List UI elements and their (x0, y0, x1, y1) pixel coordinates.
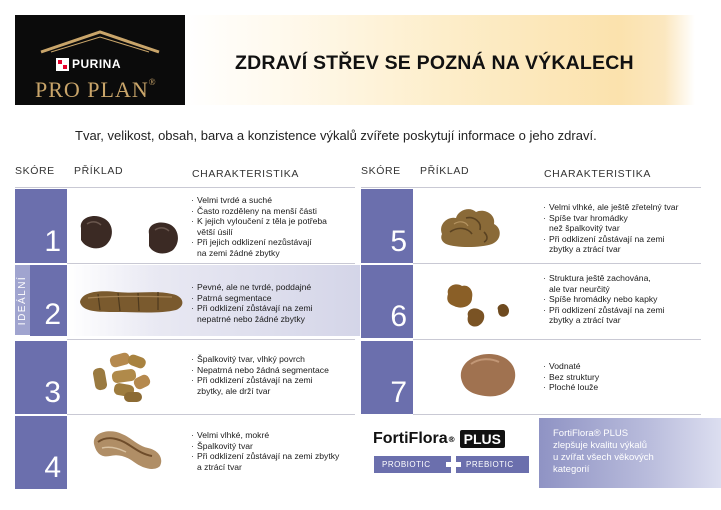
pro-plan-registered: ® (148, 77, 157, 87)
description-line: zbytky a ztrácí tvar (549, 315, 621, 326)
description-line: · Špalkovitý tvar (191, 441, 339, 452)
score-block-4 (15, 416, 67, 489)
title-banner (185, 15, 695, 105)
fortiflora-registered: ® (447, 434, 456, 444)
description-line: · Patrná segmentace (191, 293, 313, 304)
row-divider (413, 414, 701, 415)
description-score-6 (543, 273, 665, 326)
row-divider (15, 187, 355, 188)
description-score-2 (191, 282, 313, 324)
row-divider (67, 339, 355, 340)
fortiflora-plus-badge: PLUS (460, 430, 505, 448)
description-line: nepatrné nebo žádné zbytky (197, 313, 305, 324)
description-line: · Bez struktury (543, 372, 599, 383)
fortiflora-logo (373, 430, 505, 448)
description-line: · Velmi vlhké, mokré (191, 430, 339, 441)
score-block-7 (361, 341, 413, 414)
promo-line: FortiFlora® PLUS (553, 428, 629, 439)
description-line: · Ploché louže (543, 382, 599, 393)
col-header-example-right: PŘÍKLAD (420, 165, 470, 177)
promo-line: u zvířat všech věkových (553, 452, 654, 463)
score-number: 1 (44, 225, 61, 258)
description-line: než špalkovitý tvar (549, 223, 620, 234)
description-line: · Při odklizení zůstávají na zemi (543, 305, 665, 316)
score-number: 5 (390, 225, 407, 258)
description-line: · Při odklizení zůstávají na zemi (543, 234, 678, 245)
stool-example-1-image (75, 212, 185, 260)
description-line: · Spíše hromádky nebo kapky (543, 294, 665, 305)
stool-example-2-image (76, 286, 188, 316)
stool-example-4-image (88, 424, 168, 474)
description-line: a ztrácí tvar (197, 461, 242, 472)
score-block-6 (361, 265, 413, 338)
score-block-5 (361, 189, 413, 263)
pro-plan-wordmark (35, 77, 157, 103)
description-line: větší úsilí (197, 226, 233, 237)
description-line: · K jejich vyloučení z těla je potřeba (191, 216, 327, 227)
score-number: 6 (390, 300, 407, 333)
fortiflora-name: FortiFlora (373, 430, 448, 447)
promo-line: zlepšuje kvalitu výkalů (553, 440, 647, 451)
page-title: ZDRAVÍ STŘEV SE POZNÁ NA VÝKALECH (235, 52, 634, 74)
description-line: · Při jejich odklizení nezůstávají (191, 237, 327, 248)
score-block-3 (15, 341, 67, 414)
purina-checkerboard-icon (56, 58, 69, 71)
score-number: 2 (44, 298, 61, 331)
description-line: · Velmi tvrdé a suché (191, 195, 327, 206)
fortiflora-promo-text (553, 428, 654, 476)
description-line: · Spíše tvar hromádky (543, 213, 678, 224)
purina-pro-plan-logo (15, 15, 185, 105)
ideal-label-text: IDEÁLNÍ (17, 275, 28, 325)
fortiflora-promo-box (539, 418, 721, 488)
description-line: · Nepatrná nebo žádná segmentace (191, 365, 329, 376)
description-line: zbytky a ztrácí tvar (549, 244, 621, 255)
col-header-characteristics-left: CHARAKTERISTIKA (192, 168, 300, 180)
score-block-1 (15, 189, 67, 263)
score-number: 4 (44, 451, 61, 484)
description-line: · Vodnaté (543, 361, 599, 372)
description-line: · Pevné, ale ne tvrdé, poddajné (191, 282, 313, 293)
description-score-1 (191, 195, 327, 259)
row-divider (67, 263, 355, 264)
description-line: · Při odklizení zůstávají na zemi zbytky (191, 451, 339, 462)
ideal-label (15, 265, 30, 335)
stool-example-5-image (436, 202, 506, 250)
score-number: 3 (44, 376, 61, 409)
col-header-characteristics-right: CHARAKTERISTIKA (544, 168, 652, 180)
probiotic-label: PROBIOTIC (382, 460, 431, 469)
purina-label: PURINA (72, 57, 122, 71)
prebiotic-label: PREBIOTIC (466, 460, 514, 469)
stool-example-7-image (457, 350, 519, 400)
row-divider (413, 339, 701, 340)
promo-line: kategorií (553, 464, 590, 475)
description-line: · Struktura ještě zachována, (543, 273, 665, 284)
description-line: · Špalkovitý tvar, vlhký povrch (191, 354, 329, 365)
row-divider (413, 263, 701, 264)
row-divider (67, 414, 355, 415)
description-line: · Velmi vlhké, ale ještě zřetelný tvar (543, 202, 678, 213)
description-line: · Při odklizení zůstávají na zemi (191, 303, 313, 314)
plus-icon (446, 453, 461, 476)
col-header-score-left: SKÓRE (15, 165, 55, 177)
intro-text: Tvar, velikost, obsah, barva a konzistence výkalů zvířete poskytují informace o jeho zdraví. (75, 128, 597, 143)
stool-example-3-image (90, 350, 160, 405)
col-header-score-right: SKÓRE (361, 165, 401, 177)
probiotic-prebiotic-bar (374, 456, 529, 473)
pro-plan-label: PRO PLAN (35, 77, 149, 102)
description-score-5 (543, 202, 678, 255)
description-score-3 (191, 354, 329, 396)
logo-roof-icon (37, 28, 163, 56)
description-line: · Při odklizení zůstávají na zemi (191, 375, 329, 386)
description-score-7 (543, 361, 599, 393)
col-header-example-left: PŘÍKLAD (74, 165, 124, 177)
stool-example-6-image (444, 280, 516, 330)
description-line: na zemi žádné zbytky (197, 247, 280, 258)
row-divider (361, 187, 701, 188)
purina-wordmark (56, 57, 121, 71)
description-line: zbytky, ale drží tvar (197, 385, 271, 396)
score-block-2 (30, 265, 67, 336)
description-score-4 (191, 430, 339, 472)
score-number: 7 (390, 376, 407, 409)
description-line: ale tvar neurčitý (549, 283, 610, 294)
description-line: · Často rozděleny na menší části (191, 206, 327, 217)
